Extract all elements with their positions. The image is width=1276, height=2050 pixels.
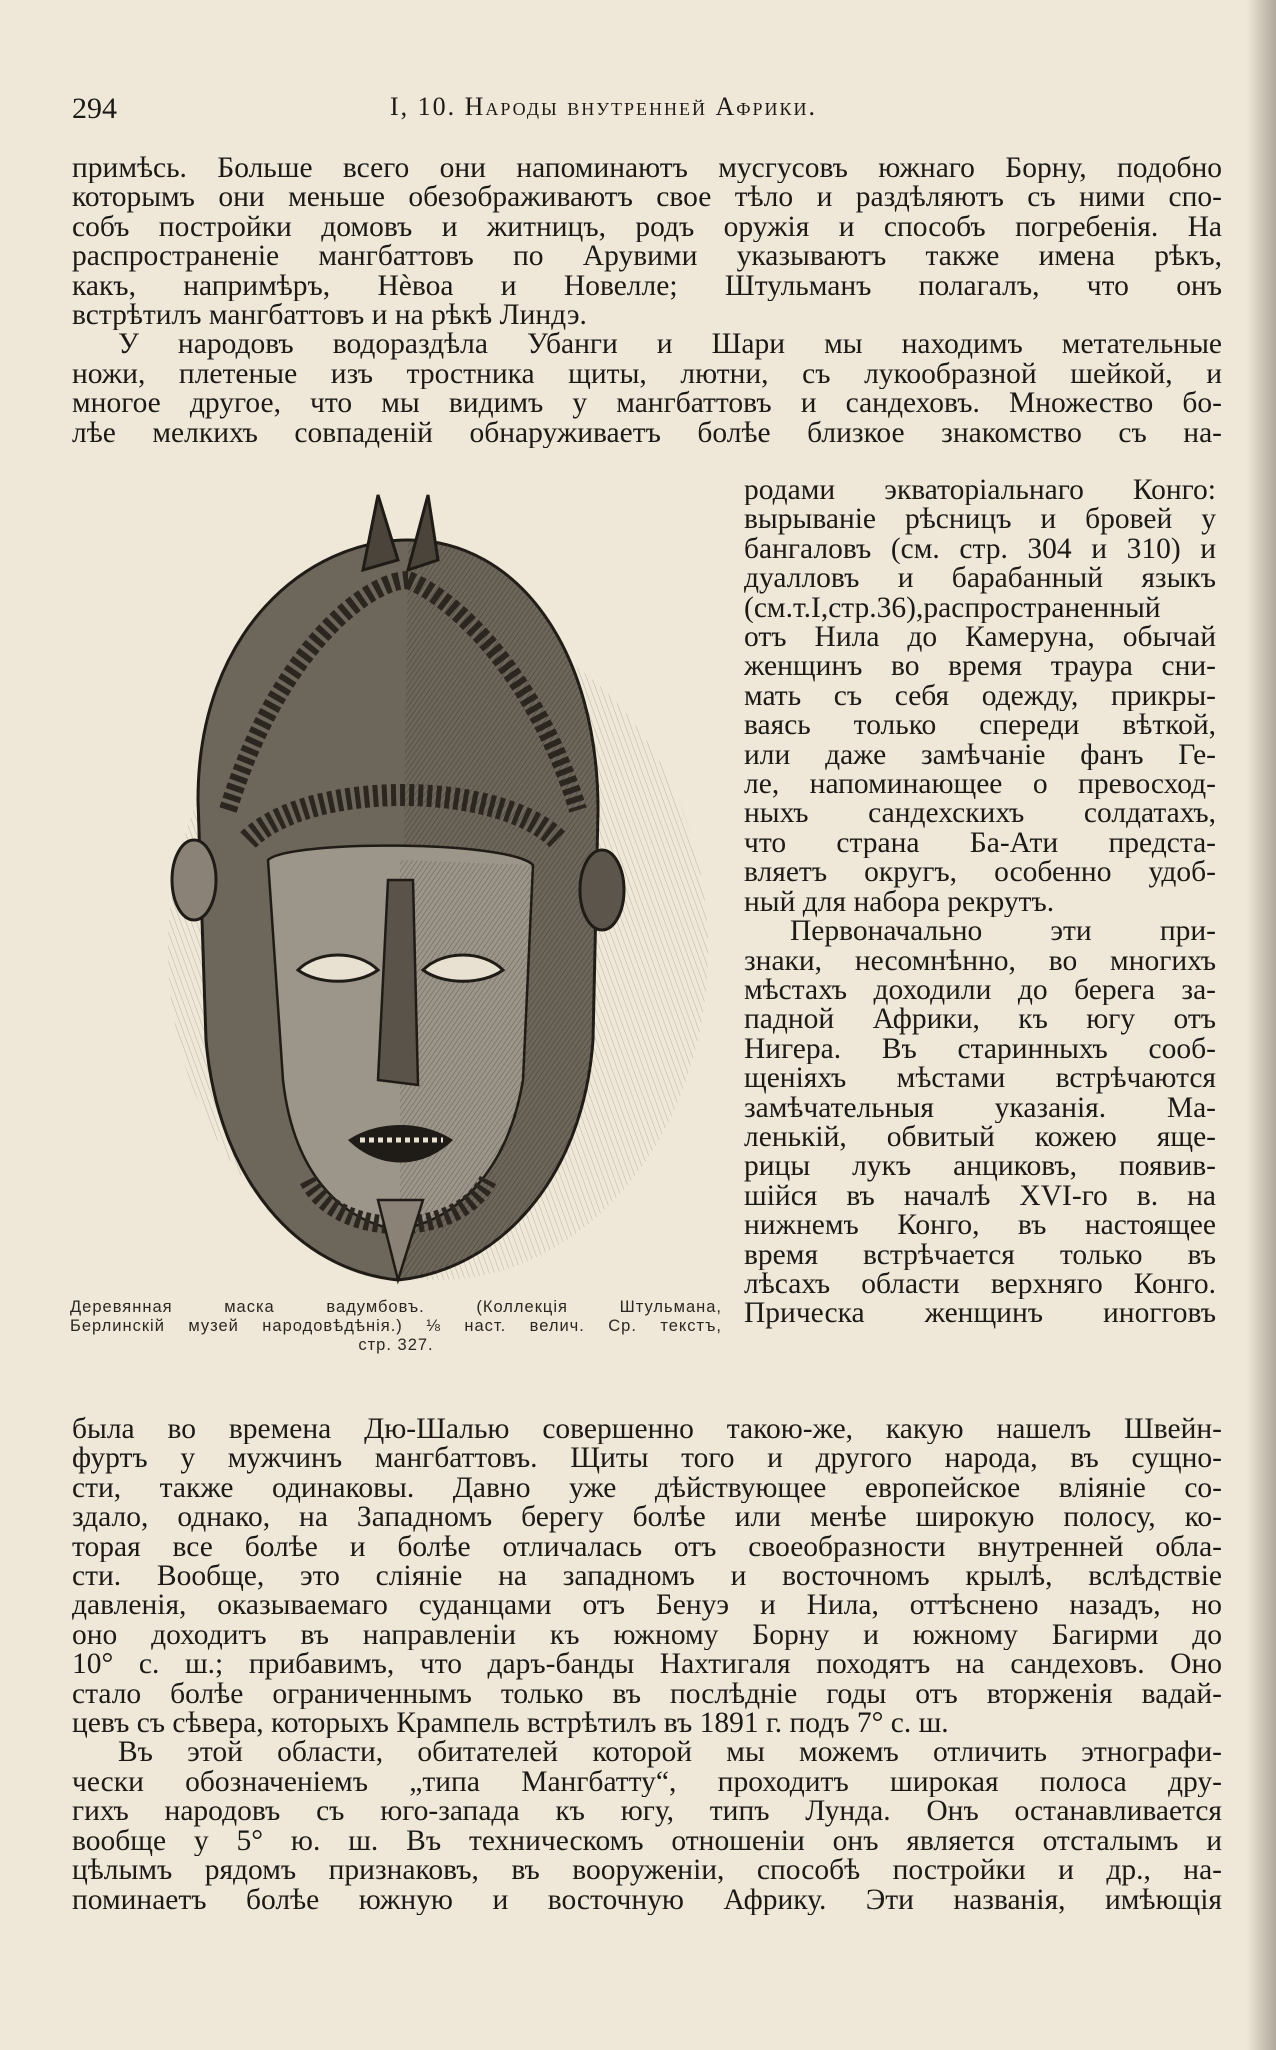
- text-line: или даже замѣчаніе фанъ Ге-: [744, 740, 1216, 771]
- text-line: Прическа женщинъ иногговъ: [744, 1299, 1216, 1329]
- paragraph-block-bottom: [72, 1415, 1222, 1915]
- text-line: замѣчательныя указанія. Ма-: [744, 1093, 1216, 1123]
- text-line: бангаловъ (см. стр. 304 и 310) и: [744, 534, 1216, 565]
- paragraph-block-side: [744, 476, 1216, 1329]
- text-line: щеніяхъ мѣстами встрѣчаются: [744, 1064, 1216, 1094]
- text-line: рицы лукъ анциковъ, появив-: [744, 1152, 1216, 1182]
- text-line: женщинъ во время траура сни-: [744, 652, 1216, 682]
- text-line: многое другое, что мы видимъ у мангбаттовъ и сандеховъ. Множество бо-: [72, 389, 1222, 419]
- text-line: стало болѣе ограниченнымъ только въ послѣдніе годы отъ вторженія вадай-: [72, 1679, 1222, 1710]
- text-line: знаки, несомнѣнно, во многихъ: [744, 946, 1216, 976]
- text-line: (см.т.I,стр.36),распространенный: [744, 593, 1161, 624]
- text-line: дуалловъ и барабанный языкъ: [744, 564, 1216, 594]
- caption-line: Берлинскій музей народовѣдѣнія.) ⅛ наст. велич. Ср. текстъ,: [70, 1317, 722, 1335]
- text-line: сти. Вообще, это сліяніе на западномъ и восточномъ крылѣ, вслѣдствіе: [72, 1562, 1222, 1592]
- text-line: вляетъ округъ, особенно удоб-: [744, 858, 1216, 888]
- text-line: ленькій, обвитый кожею яще-: [744, 1122, 1216, 1153]
- text-line: встрѣтилъ мангбаттовъ и на рѣкѣ Линдэ.: [72, 301, 587, 331]
- text-line: родами экваторіальнаго Конго:: [744, 476, 1216, 506]
- text-line: ле, напоминающее о превосход-: [744, 770, 1216, 800]
- text-line: распространеніе мангбаттовъ по Арувими указываютъ также имена рѣкъ,: [72, 242, 1222, 272]
- text-line: нижнемъ Конго, въ настоящее: [744, 1211, 1216, 1241]
- text-line: поминаетъ болѣе южную и восточную Африку. Эти названія, имѣющія: [72, 1885, 1222, 1915]
- text-line: 10° с. ш.; прибавимъ, что даръ-банды Нахтигаля походятъ на сандеховъ. Оно: [72, 1650, 1222, 1680]
- text-line: здало, однако, на Западномъ берегу болѣе или менѣе широкую полосу, ко-: [72, 1503, 1222, 1533]
- text-line: давленія, оказываемаго суданцами отъ Бенуэ и Нила, оттѣснено назадъ, но: [72, 1591, 1222, 1621]
- text-line: мѣстахъ доходили до берега за-: [744, 975, 1216, 1006]
- caption-line: Деревянная маска вадумбовъ. (Коллекція Штульмана,: [70, 1298, 722, 1316]
- text-line: вообще у 5° ю. ш. Въ техническомъ отношеніи онъ является отсталымъ и: [72, 1826, 1222, 1857]
- text-line: какъ, напримѣръ, Нѐвоа и Новелле; Штульманъ полагалъ, что онъ: [72, 271, 1222, 302]
- text-line: падной Африки, къ югу отъ: [744, 1005, 1216, 1035]
- text-line: оно доходитъ въ направленіи къ южному Борну и южному Багирми до: [72, 1620, 1222, 1651]
- caption-line: стр. 327.: [358, 1336, 434, 1354]
- paragraph-block-top: [72, 154, 1222, 448]
- text-line: ваясь только спереди вѣткой,: [744, 711, 1216, 741]
- text-line: гихъ народовъ съ юго-запада къ югу, типъ Лунда. Онъ останавливается: [72, 1797, 1222, 1827]
- text-line: которымъ они меньше обезображиваютъ свое тѣло и раздѣляютъ съ ними спо-: [72, 183, 1222, 213]
- text-line: сти, также одинаковы. Давно уже дѣйствующее европейское вліяніе со-: [72, 1473, 1222, 1504]
- running-head: I, 10. Народы внутренней Африки.: [390, 92, 817, 121]
- text-line: лѣе мелкихъ совпаденій обнаруживаетъ болѣе близкое знакомство съ на-: [72, 418, 1222, 449]
- text-line: ножи, плетеные изъ тростника щиты, лютни, съ лукообразной шейкой, и: [72, 359, 1222, 390]
- text-line: время встрѣчается только въ: [744, 1240, 1216, 1270]
- text-line: ный для набора рекрутъ.: [744, 887, 1055, 918]
- text-line: Первоначально эти при-: [790, 917, 1216, 947]
- text-line: примѣсь. Больше всего они напоминаютъ мусгусовъ южнаго Борну, подобно: [72, 154, 1222, 184]
- page-header: [72, 92, 1222, 132]
- text-line: ныхъ сандехскихъ солдатахъ,: [744, 799, 1216, 829]
- text-line: цевъ съ сѣвера, которыхъ Крампель встрѣтилъ въ 1891 г. подъ 7° с. ш.: [72, 1709, 949, 1739]
- text-line: Въ этой области, обитателей которой мы можемъ отличить этнографи-: [118, 1738, 1222, 1768]
- figure-caption: [70, 1298, 722, 1355]
- text-line: была во времена Дю-Шалью совершенно такою-же, какую нашелъ Швейн-: [72, 1415, 1222, 1445]
- text-line: собъ постройки домовъ и житницъ, родъ оружія и способъ погребенія. На: [72, 212, 1222, 243]
- page-number: 294: [72, 92, 117, 125]
- text-line: мать съ себя одежду, прикры-: [744, 681, 1216, 712]
- text-line: чески обозначеніемъ „типа Мангбатту“, проходитъ широкая полоса дру-: [72, 1767, 1222, 1798]
- text-line: Нигера. Въ старинныхъ сооб-: [744, 1034, 1216, 1065]
- text-line: что страна Ба-Ати предста-: [744, 828, 1216, 859]
- text-line: торая все болѣе и болѣе отличалась отъ своеобразности внутренней обла-: [72, 1532, 1222, 1563]
- text-line: отъ Нила до Камеруна, обычай: [744, 623, 1216, 653]
- text-line: шійся въ началѣ XVI-го в. на: [744, 1181, 1216, 1212]
- text-line: цѣлымъ рядомъ признаковъ, въ вооруженіи, способѣ постройки и др., на-: [72, 1856, 1222, 1886]
- text-line: У народовъ водораздѣла Убанги и Шари мы находимъ метательные: [118, 330, 1222, 360]
- page-edge-shadow: [1246, 0, 1276, 2050]
- text-line: лѣсахъ области верхняго Конго.: [744, 1269, 1216, 1300]
- text-line: фуртъ у мужчинъ мангбаттовъ. Щиты того и другого народа, въ сущно-: [72, 1444, 1222, 1474]
- text-line: вырываніе рѣсницъ и бровей у: [744, 505, 1216, 535]
- mask-illustration: [78, 480, 714, 1300]
- wooden-mask-engraving: [78, 480, 714, 1300]
